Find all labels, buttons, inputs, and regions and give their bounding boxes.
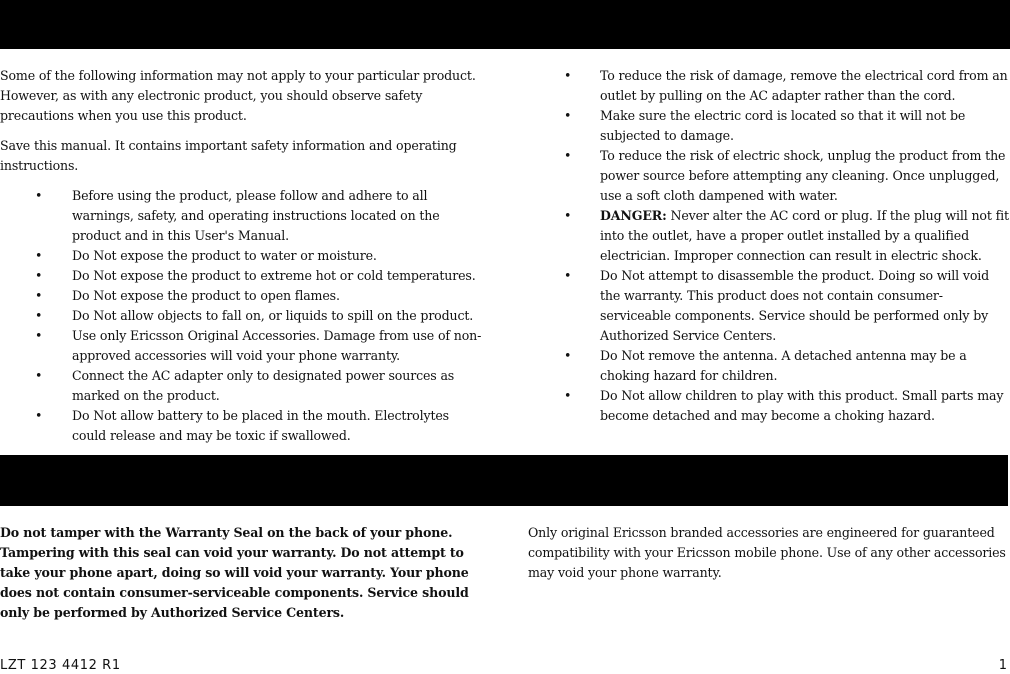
bullet-icon: •	[35, 288, 43, 303]
bullet-icon: •	[564, 68, 572, 83]
list-item: • Before using the product, please follow and adhere to all warnings, safety, and operating instructions located on the product and in this User's Manual.	[35, 188, 440, 243]
safety-bullet-list-left	[0, 186, 486, 446]
safety-left-column	[0, 66, 486, 446]
save-manual-note: Save this manual. It contains important safety information and operating instructions.	[0, 138, 457, 173]
bullet-icon: •	[35, 328, 43, 343]
bullet-icon: •	[35, 268, 43, 283]
bullet-icon: •	[564, 348, 572, 363]
page-number: 1	[998, 658, 1007, 673]
bullet-icon: •	[564, 148, 572, 163]
list-item: • Do Not attempt to disassemble the product. Doing so will void the warranty. This product does not contain consumer-serviceable components. Service should be performed only by Authorized Service Centers.	[564, 268, 990, 343]
list-item: • Do Not expose the product to water or moisture.	[0, 246, 486, 266]
list-item: • Use only Ericsson Original Accessories. Damage from use of non-approved accessories will void your phone warranty.	[35, 328, 482, 363]
list-item: • Do Not allow objects to fall on, or liquids to spill on the product.	[0, 306, 486, 326]
document-number: LZT 123 4412 R1	[0, 658, 121, 673]
list-item: • Make sure the electric cord is located so that it will not be subjected to damage.	[564, 108, 966, 143]
bullet-icon: •	[35, 188, 43, 203]
safety-intro: Some of the following information may not apply to your particular product. However, as with any electronic product, you should observe safety precautions when you use this product.	[0, 68, 476, 123]
bullet-icon: •	[564, 268, 572, 283]
bullet-icon: •	[564, 208, 572, 223]
bullet-icon: •	[564, 388, 572, 403]
bullet-icon: •	[35, 408, 43, 423]
warranty-seal-notice: Do not tamper with the Warranty Seal on the back of your phone. Tampering with this seal can void your warranty. Do not attempt to take your phone apart, doing so will void your warranty. Your phone does not contain consumer-serviceable components. Service should only be performed by Authorized Service Centers.	[0, 525, 469, 620]
bullet-icon: •	[35, 248, 43, 263]
danger-list-item: • DANGER: Never alter the AC cord or plug. If the plug will not fit into the outlet, have a proper outlet installed by a qualified electrician. Improper connection can result in electric shock.	[564, 208, 1009, 263]
safety-bullet-list-right	[560, 66, 1010, 426]
list-item: • To reduce the risk of electric shock, unplug the product from the power source before attempting any cleaning. Once unplugged, use a soft cloth dampened with water.	[564, 148, 1006, 203]
section-header-bar	[0, 455, 1008, 506]
danger-label: DANGER:	[600, 208, 667, 223]
bullet-icon: •	[35, 368, 43, 383]
bullet-icon: •	[35, 308, 43, 323]
list-item: • Do Not allow children to play with this product. Small parts may become detached and may become a choking hazard.	[564, 388, 1004, 423]
accessories-notice: Only original Ericsson branded accessories are engineered for guaranteed compatibility with your Ericsson mobile phone. Use of any other accessories may void your phone warranty.	[528, 525, 1006, 580]
list-item: • Connect the AC adapter only to designated power sources as marked on the product.	[35, 368, 455, 403]
list-item: • To reduce the risk of damage, remove the electrical cord from an outlet by pulling on the AC adapter rather than the cord.	[564, 68, 1008, 103]
top-header-bar	[0, 0, 1010, 49]
list-item: • Do Not expose the product to extreme hot or cold temperatures.	[0, 266, 486, 286]
bullet-icon: •	[564, 108, 572, 123]
safety-right-column	[560, 66, 1010, 426]
list-item: • Do Not remove the antenna. A detached antenna may be a choking hazard for children.	[564, 348, 967, 383]
list-item: • Do Not expose the product to open flames.	[0, 286, 486, 306]
list-item: • Do Not allow battery to be placed in the mouth. Electrolytes could release and may be toxic if swallowed.	[35, 408, 449, 443]
